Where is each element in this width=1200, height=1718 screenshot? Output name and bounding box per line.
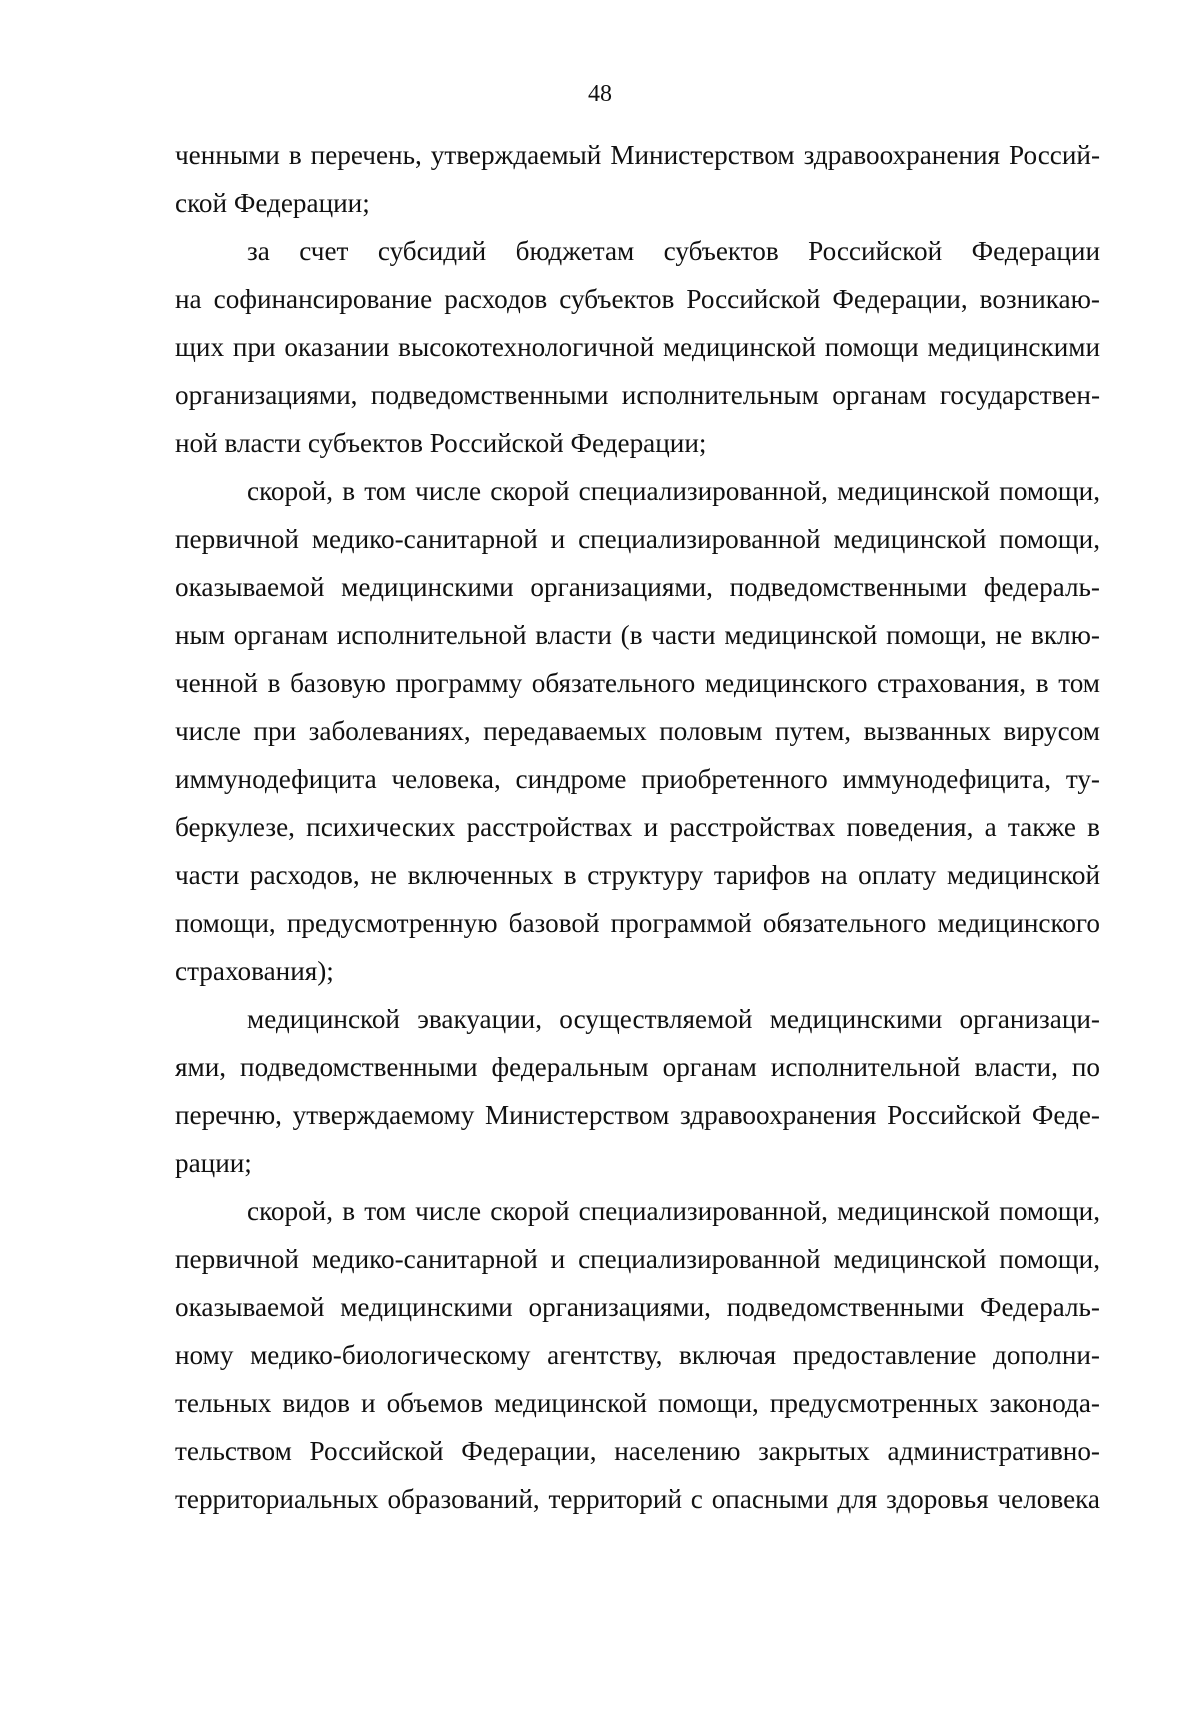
text-line: медицинской эвакуации, осуществляемой медицинскими организаци-: [247, 1004, 1100, 1034]
text-line: помощи, предусмотренную базовой программой обязательного медицинского: [175, 908, 1100, 938]
text-line: тельных видов и объемов медицинской помощи, предусмотренных законода-: [175, 1388, 1100, 1418]
paragraph: [175, 1187, 1100, 1523]
text-line: первичной медико-санитарной и специализированной медицинской помощи,: [175, 1244, 1100, 1274]
text-line: числе при заболеваниях, передаваемых половым путем, вызванных вирусом: [175, 716, 1100, 746]
text-line: иммунодефицита человека, синдроме приобретенного иммунодефицита, ту-: [175, 764, 1100, 794]
text-line: ному медико-биологическому агентству, включая предоставление дополни-: [175, 1340, 1100, 1370]
text-line: ченной в базовую программу обязательного медицинского страхования, в том: [175, 668, 1100, 698]
page-number: 48: [588, 81, 612, 107]
paragraph: [175, 227, 1100, 467]
text-line: ской Федерации;: [175, 188, 370, 218]
text-line: ной власти субъектов Российской Федерации;: [175, 428, 707, 458]
text-line: скорой, в том числе скорой специализированной, медицинской помощи,: [247, 1196, 1100, 1226]
text-line: ченными в перечень, утверждаемый Министерством здравоохранения Россий-: [175, 140, 1100, 170]
text-line: части расходов, не включенных в структуру тарифов на оплату медицинской: [175, 860, 1100, 890]
text-line: рации;: [175, 1148, 252, 1178]
paragraph: [175, 131, 1100, 227]
text-line: на софинансирование расходов субъектов Российской Федерации, возникаю-: [175, 284, 1100, 314]
text-line: ями, подведомственными федеральным органам исполнительной власти, по: [175, 1052, 1100, 1082]
text-line: территориальных образований, территорий с опасными для здоровья человека: [175, 1484, 1100, 1514]
text-line: первичной медико-санитарной и специализированной медицинской помощи,: [175, 524, 1100, 554]
paragraph: [175, 467, 1100, 995]
text-line: ным органам исполнительной власти (в части медицинской помощи, не вклю-: [175, 620, 1100, 650]
text-line: оказываемой медицинскими организациями, подведомственными Федераль-: [175, 1292, 1100, 1322]
document-body: [175, 131, 1100, 1523]
text-line: скорой, в том числе скорой специализированной, медицинской помощи,: [247, 476, 1100, 506]
text-line: за счет субсидий бюджетам субъектов Российской Федерации: [247, 236, 1100, 266]
text-line: оказываемой медицинскими организациями, подведомственными федераль-: [175, 572, 1100, 602]
text-line: перечню, утверждаемому Министерством здравоохранения Российской Феде-: [175, 1100, 1100, 1130]
text-line: тельством Российской Федерации, населению закрытых административно-: [175, 1436, 1100, 1466]
text-line: беркулезе, психических расстройствах и расстройствах поведения, а также в: [175, 812, 1100, 842]
text-line: страхования);: [175, 956, 334, 986]
text-line: организациями, подведомственными исполнительным органам государствен-: [175, 380, 1100, 410]
text-line: щих при оказании высокотехнологичной медицинской помощи медицинскими: [175, 332, 1100, 362]
paragraph: [175, 995, 1100, 1187]
